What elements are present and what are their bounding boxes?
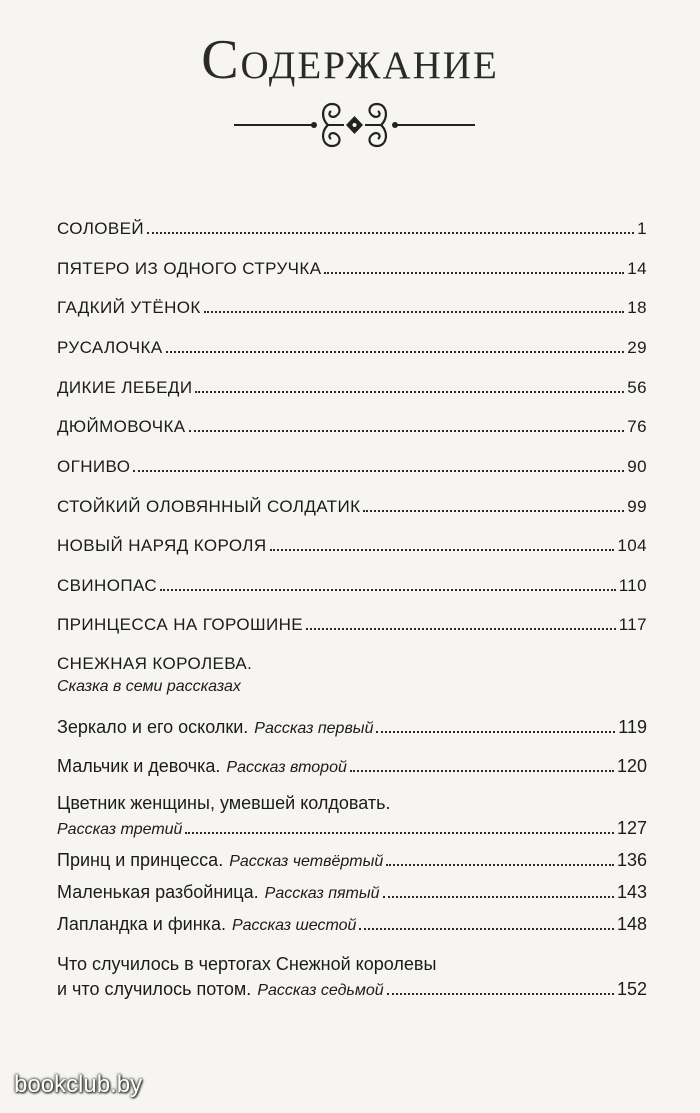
toc-chapter-subtitle: Рассказ седьмой: [257, 982, 384, 999]
dot-leader: [376, 730, 615, 733]
toc-chapter: [57, 882, 647, 903]
toc-entry: [57, 576, 647, 596]
ornament-divider: [232, 96, 477, 154]
toc-chapter-subtitle: Рассказ пятый: [264, 885, 380, 902]
dot-leader: [160, 588, 616, 591]
toc-entry-page: 90: [627, 457, 647, 476]
toc-chapter-title: Мальчик и девочка.: [57, 756, 221, 776]
toc-chapter-page: 127: [616, 818, 647, 838]
dot-leader: [306, 627, 616, 630]
toc-chapter-title-cont: и что случилось потом.: [57, 979, 252, 999]
toc-chapter-subtitle: Рассказ второй: [226, 759, 347, 776]
toc-chapter: [57, 850, 647, 871]
dot-leader: [324, 271, 624, 274]
toc-entry: [57, 457, 647, 477]
toc-chapter-page: 120: [616, 756, 647, 776]
toc-chapter: [57, 717, 647, 738]
dot-leader: [270, 548, 615, 551]
toc-entry-page: 29: [627, 338, 647, 357]
toc-chapter-title: Цветник женщины, умевшей колдовать.: [57, 793, 391, 813]
toc-chapter-subtitle: Рассказ четвёртый: [229, 853, 384, 870]
toc-entry-title: ДИКИЕ ЛЕБЕДИ: [57, 378, 193, 397]
dot-leader: [363, 509, 624, 512]
toc-chapter-title: Лапландка и финка.: [57, 914, 226, 934]
toc-entry-page: 104: [617, 536, 647, 555]
toc-entry-page: 14: [627, 259, 647, 278]
toc-entry: [57, 338, 647, 358]
toc-entry-title: РУСАЛОЧКА: [57, 338, 163, 357]
dot-leader: [133, 469, 624, 472]
dot-leader: [383, 895, 614, 898]
toc-entry-title: СОЛОВЕЙ: [57, 219, 145, 238]
toc-entry: [57, 378, 647, 398]
toc-chapter-page: 152: [616, 979, 647, 999]
toc-entry-page: 56: [627, 378, 647, 397]
toc-chapter: [57, 818, 647, 839]
toc-chapter: [57, 914, 647, 935]
dot-leader: [195, 390, 624, 393]
dot-leader: [189, 429, 625, 432]
toc-chapter-title: Принц и принцесса.: [57, 850, 224, 870]
toc-entry-title: НОВЫЙ НАРЯД КОРОЛЯ: [57, 536, 267, 555]
toc-entry-title: СТОЙКИЙ ОЛОВЯННЫЙ СОЛДАТИК: [57, 497, 361, 516]
toc-entry-title: ДЮЙМОВОЧКА: [57, 417, 186, 436]
toc-entry: [57, 417, 647, 437]
toc-entry-page: 110: [618, 576, 647, 595]
dot-leader: [350, 769, 614, 772]
toc-entry-page: 76: [627, 417, 647, 436]
toc-chapter-title: Что случилось в чертогах Снежной королевы: [57, 954, 437, 974]
toc-chapter-page: 136: [616, 850, 647, 870]
toc-entry: [57, 219, 647, 239]
dot-leader: [359, 927, 614, 930]
toc-entry-title: ОГНИВО: [57, 457, 131, 476]
toc-chapter-page: 119: [618, 717, 647, 737]
toc-entry-page: 99: [627, 497, 647, 516]
dot-leader: [166, 350, 625, 353]
toc-entry: [57, 536, 647, 556]
toc-entry-page: 1: [637, 219, 647, 238]
toc-entry-title: ПЯТЕРО ИЗ ОДНОГО СТРУЧКА: [57, 259, 322, 278]
toc-chapter-subtitle: Рассказ первый: [254, 720, 374, 737]
toc-chapter: [57, 756, 647, 777]
dot-leader: [147, 231, 634, 234]
toc-entry-page: 117: [618, 615, 647, 634]
toc-entry: [57, 259, 647, 279]
toc-chapter-page: 148: [616, 914, 647, 934]
toc-entry: [57, 298, 647, 318]
toc-chapter-subtitle: Рассказ шестой: [231, 917, 357, 934]
dot-leader: [204, 310, 625, 313]
toc-entry-page: 18: [627, 298, 647, 317]
toc-entry-title: ГАДКИЙ УТЁНОК: [57, 298, 201, 317]
dot-leader: [387, 992, 614, 995]
watermark: bookclub.by: [14, 1071, 143, 1098]
toc-chapter-page: 143: [616, 882, 647, 902]
toc-chapter: [57, 979, 647, 1000]
toc-chapter-title: Маленькая разбойница.: [57, 882, 259, 902]
section-subtitle: Сказка в семи рассказах: [57, 678, 241, 695]
toc-entry: [57, 497, 647, 517]
section-heading: СНЕЖНАЯ КОРОЛЕВА.: [57, 654, 253, 673]
toc-chapter-subtitle: Рассказ третий: [57, 821, 183, 838]
dot-leader: [386, 863, 614, 866]
toc-entry-title: СВИНОПАС: [57, 576, 157, 595]
toc-entry-title: ПРИНЦЕССА НА ГОРОШИНЕ: [57, 615, 304, 634]
toc-chapter-title: Зеркало и его осколки.: [57, 717, 249, 737]
toc-entry: [57, 615, 647, 635]
dot-leader: [185, 831, 614, 834]
page-title: Содержание: [201, 29, 499, 91]
